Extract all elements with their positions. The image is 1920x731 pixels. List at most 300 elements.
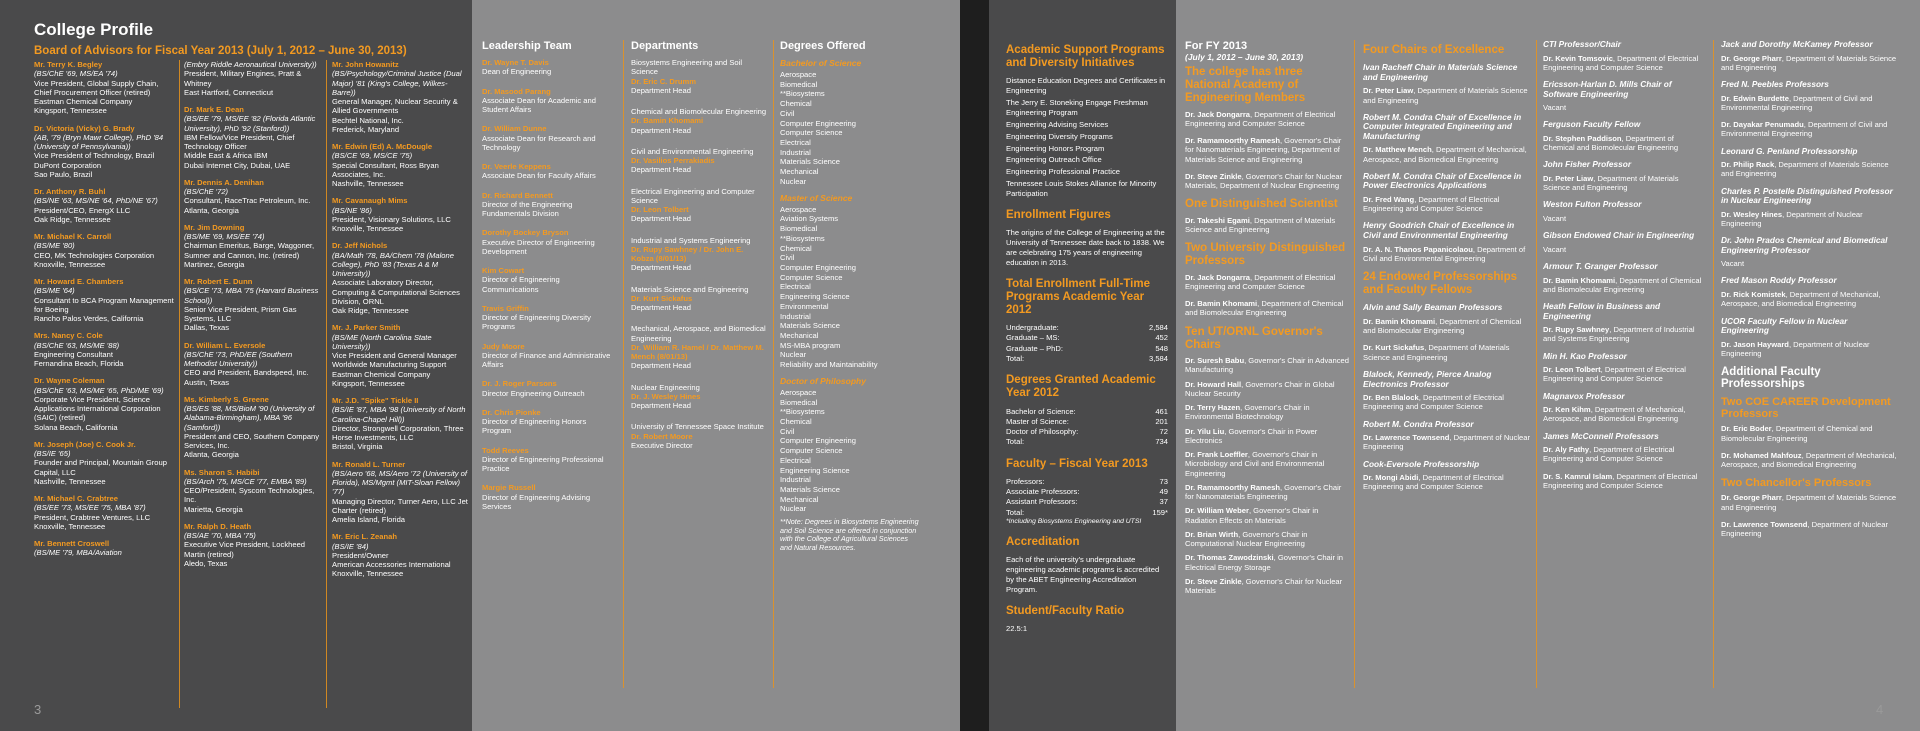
member-degree: (BS/CE '69, MS/CE '75) [332,151,413,161]
board-member [332,460,468,525]
member-name: Mr. Joseph (Joe) C. Cook Jr. [34,439,136,449]
vacant-label: Vacant [1543,213,1567,223]
stat-row [1006,417,1168,427]
member-name: Mr. Bennett Croswell [34,539,110,548]
stat-row [1006,333,1168,343]
member-detail: Associate Laboratory Director, Computing & Computational Sciences Division, ORNL [332,278,460,306]
member-name: Dr. Jeff Nichols [332,241,388,251]
degree-item: Aerospace [780,204,817,214]
divider [623,40,624,688]
academic-item: Engineering Advising Services [1006,119,1109,129]
leadership-item [482,191,616,219]
leader-role: Dean of Engineering [482,67,552,77]
professorship-title: Fred Mason Roddy Professor [1721,275,1837,286]
person-name: Dr. Ramamoorthy Ramesh [1185,136,1280,146]
fy2013-content [1185,66,1349,595]
member-degree: (BS/IE '84) [332,541,369,551]
member-degree: (BS/Arch '75, MS/CE '77, EMBA '89) [184,476,307,486]
member-detail: Special Consultant, Ross Bryan Associates, Inc. [332,160,439,179]
professorship-title: Min H. Kao Professor [1543,350,1627,361]
member-detail: Atlanta, Georgia [184,205,239,215]
coe-title: Two COE CAREER Development Professors [1721,396,1891,421]
fy2013-column [1185,40,1349,600]
degree-item: Nuclear [780,350,807,360]
member-detail: Middle East & Africa IBM [184,151,268,161]
professorship-title: Robert M. Condra Professor [1363,418,1474,429]
person-name: Dr. Bamin Khomami [1543,275,1616,285]
leader-role: Associate Dean for Faculty Affairs [482,171,596,181]
member-degree: (BS/ME '80) [34,241,75,251]
departments-list [631,58,767,450]
person-detail: , Governor's Chair for Nuclear Materials [1185,576,1343,595]
person-detail: , Governor's Chair in Global Nuclear Security [1185,379,1335,398]
person-detail: , Governor's Chair in Radiation Effects on Materials [1185,506,1319,525]
fy2013-subtitle: (July 1, 2012 – June 30, 2013) [1185,52,1304,62]
member-degree: (BS/ChE '72) [184,187,229,196]
department-name: Materials Science and Engineering [631,284,749,294]
member-detail: Nashville, Tennessee [34,476,106,486]
department-role: Department Head [631,303,691,312]
leader-name: Dr. J. Roger Parsons [482,379,557,389]
faculty-person [1363,433,1531,452]
department-name: Nuclear Engineering [631,382,700,392]
enrollment-figures-title: Enrollment Figures [1006,208,1111,221]
member-detail: Knoxville, Tennessee [34,521,106,531]
stat-label: Bachelor of Science: [1006,406,1076,416]
degree-item: Industrial [780,147,811,157]
person-detail: , Department of Materials Science and Engineering [1721,160,1889,179]
person-name: Dr. George Pharr [1721,493,1782,503]
person-detail: , Department of Chemical and Biomolecular Engineering [1363,316,1522,336]
member-name: Mr. Jim Downing [184,222,245,232]
department-name: Electrical Engineering and Computer Science [631,186,755,205]
person-detail: , Department of Mechanical, Aerospace, and Biomedical Engineering [1721,450,1897,469]
professorship-title: Weston Fulton Professor [1543,199,1642,210]
faculty-person [1185,506,1349,525]
person-detail: , Department of Nuclear Engineering [1721,339,1870,358]
department-head: Dr. Bamin Khomami [631,116,704,126]
stat-row [1006,323,1168,333]
faculty-person [1721,424,1897,443]
faculty-person [1543,405,1707,424]
department-item [631,147,767,175]
faculty-person [1185,530,1349,549]
board-member [184,522,320,568]
member-degree: (BS/AE '70, MBA '75) [184,531,256,540]
person-detail: , Department of Chemical and Biomolecular Engineering [1543,133,1679,153]
page-number-left: 3 [34,702,42,717]
fy2013-title: For FY 2013 [1185,40,1248,52]
faculty-person [1185,380,1349,399]
stat-row [1006,477,1168,487]
leader-name: Dr. Wayne T. Davis [482,58,549,67]
member-name: Mr. Eric L. Zeanah [332,532,397,542]
person-name: Dr. Jack Dongarra [1185,109,1250,119]
member-degree: (BS/ME (North Carolina State University)) [332,332,432,351]
faculty-person [1363,195,1531,214]
member-detail: Atlanta, Georgia [184,450,239,460]
member-detail: Sao Paulo, Brazil [34,169,93,179]
degree-item: Chemical [780,417,812,426]
department-head: Dr. Eric C. Drumm [631,76,696,86]
member-detail: Chairman Emeritus, Barge, Waggoner, Sumner and Cannon, Inc. (retired) [184,241,315,260]
member-name: Mr. J. Parker Smith [332,323,401,333]
member-detail: President and CEO, Southern Company Services, Inc. [184,431,320,450]
degree-item: Reliability and Maintainability [780,360,878,370]
degrees-note: **Note: Degrees in Biosystems Engineering and Soil Science are offered in conjunction with the College of Agricultural Sciences and Natural Resources. [780,517,919,553]
member-degree: (BS/ChE '63, MS/ME '88) [34,340,120,350]
faculty-person [1721,290,1897,309]
member-name: Mr. Ralph D. Heath [184,521,252,531]
person-name: Dr. Steve Zinkle [1185,171,1242,181]
degree-item: Nuclear [780,504,807,514]
degrees-header: Degrees Offered [780,40,866,52]
degree-item: Biomedical [780,397,818,407]
department-role: Department Head [631,214,691,224]
accreditation-title: Accreditation [1006,536,1080,549]
person-detail: , Department of Chemical and Biomolecular Engineering [1543,275,1702,294]
member-degree: (BS/Psychology/Criminal Justice (Dual Major) '81 (King's College, Wilkes-Barre)) [332,69,462,97]
member-detail: Marietta, Georgia [184,504,243,514]
department-name: University of Tennessee Space Institute [631,422,764,432]
ratio-title: Student/Faculty Ratio [1006,604,1125,617]
degree-item: Computer Engineering [780,436,856,446]
stat-value: 452 [1155,333,1168,343]
degrees-column [780,40,930,553]
person-detail: , Department of Chemical and Biomolecular Engineering [1721,424,1873,443]
member-name: Mr. Dennis A. Denihan [184,177,264,187]
member-detail: East Hartford, Connecticut [184,87,274,97]
leader-role: Associate Dean for Academic and Student Affairs [482,95,596,114]
faculty-person [1721,210,1897,229]
faculty-person [1543,276,1707,295]
chairs-content [1363,44,1531,492]
degree-item: MS-MBA program [780,340,841,350]
member-detail: Eastman Chemical Company [34,97,133,106]
leader-role: Director of Engineering Communications [482,275,560,294]
faculty-person [1363,317,1531,336]
person-name: Dr. Thomas Zawodzinski [1185,553,1274,563]
faculty-note: *Including Biosystems Engineering and UTSI [1006,517,1142,525]
member-degree: (BS/ChE '69, MS/EA '74) [34,69,118,79]
person-detail: , Department of Materials Science and Engineering [1721,53,1897,72]
leader-name: Margie Russell [482,483,536,493]
member-detail: President, Visionary Solutions, LLC [332,214,451,224]
member-degree: (Embry Riddle Aeronautical University)) [184,60,317,69]
member-detail: Knoxville, Tennessee [332,569,404,579]
member-detail: President, Crabtree Ventures, LLC [34,512,151,522]
professorship-title: Blalock, Kennedy, Pierce Analog Electronics Professor [1363,368,1492,389]
person-detail: , Department of Nuclear Engineering [1721,209,1863,228]
board-col-1 [34,60,174,566]
academic-item: Engineering Honors Program [1006,143,1105,153]
leader-role: Director of Engineering Professional Practice [482,454,604,473]
degree-item: Aviation Systems [780,214,839,224]
leadership-item [482,342,616,370]
person-detail: , Department of Electrical Engineering and Computer Science [1543,365,1686,384]
degree-item: Aerospace [780,70,817,79]
board-member [332,142,468,188]
faculty-person [1721,94,1897,113]
board-member [34,494,174,531]
member-name: Mr. Ronald L. Turner [332,459,406,469]
divider [1713,40,1714,688]
vacant-label: Vacant [1721,259,1745,269]
member-degree: (AB, '79 (Bryn Mawr College), PhD '84 (University of Pennsylvania)) [34,132,164,151]
person-detail: , Department of Industrial and Systems Engineering [1543,325,1695,344]
degree-item: Computer Science [780,128,843,138]
stat-label: Total: [1006,353,1025,363]
member-detail: Vice President of Technology, Brazil [34,151,155,161]
divider [179,60,180,708]
person-name: Dr. Ramamoorthy Ramesh [1185,482,1280,492]
member-detail: CEO, MK Technologies Corporation [34,250,155,260]
leadership-item [482,228,616,256]
person-detail: , Department of Electrical Engineering and Computer Science [1543,445,1675,464]
faculty-person [1543,174,1707,193]
faculty-person [1185,577,1349,596]
stat-label: Graduate – MS: [1006,333,1060,343]
leadership-item [482,446,616,474]
board-member [34,60,174,116]
page-gutter [960,0,989,731]
leadership-item [482,87,616,115]
member-name: Mr. Edwin (Ed) A. McDougle [332,142,433,151]
person-name: Dr. Leon Tolbert [1543,365,1601,375]
person-name: Dr. Brian Wirth [1185,529,1239,539]
professorship-title: John Fisher Professor [1543,159,1632,170]
member-detail: Knoxville, Tennessee [34,259,106,269]
stat-label: Undergraduate: [1006,323,1059,333]
department-item [631,236,767,273]
person-name: Dr. George Pharr [1721,53,1782,63]
person-detail: , Department of Electrical Engineering and Computer Science [1185,272,1336,291]
member-detail: Martinez, Georgia [184,259,245,269]
member-name: Mr. Michael K. Carroll [34,232,112,241]
department-head: Dr. Leon Tolbert [631,205,689,214]
board-member [332,396,468,452]
enrollment-fte-table [1006,323,1168,364]
leader-name: Dorothy Bockey Bryson [482,228,569,238]
person-name: Dr. Peter Liaw [1363,86,1414,96]
member-name: Mr. Michael C. Crabtree [34,494,118,503]
member-degree: (BS/ME '64) [34,286,75,296]
degree-item: Mechanical [780,167,819,177]
degree-item: Electrical [780,138,811,148]
person-name: Dr. Yilu Liu [1185,426,1225,436]
chancellor-list [1721,493,1897,538]
degree-item: Chemical [780,243,812,253]
degree-item: Materials Science [780,321,840,331]
department-item [631,187,767,224]
member-detail: President/CEO, EnergX LLC [34,205,131,215]
person-detail: , Department of Materials Science and Engineering [1363,343,1510,362]
leadership-item [482,124,616,152]
leader-name: Dr. William Dunne [482,124,547,134]
person-name: Dr. Lawrence Townsend [1363,433,1450,443]
degree-item: Civil [780,253,795,263]
member-name: Mr. Cavanaugh Mims [332,196,408,206]
department-head: Dr. William R. Hamel / Dr. Matthew M. Mench (8/01/13) [631,342,764,361]
faculty-person [1363,393,1531,412]
person-detail: , Department of Civil and Environmental Engineering [1363,244,1526,263]
member-degree: (BS/IE '65) [34,449,71,458]
vacant-label: Vacant [1543,103,1567,113]
faculty-person [1721,493,1897,512]
academic-list [1006,76,1168,198]
leader-name: Todd Reeves [482,445,529,455]
member-detail: Kingsport, Tennessee [34,106,107,116]
professorship-title: Dr. John Prados Chemical and Biomedical Engineering Professor [1721,235,1888,255]
member-detail: Executive Vice President, Lockheed Martin (retired) [184,540,306,559]
board-member [184,341,320,387]
degrees-granted-title: Degrees Granted Academic Year 2012 [1006,374,1156,400]
degree-item: Biomedical [780,224,818,234]
leader-name: Judy Moore [482,341,525,351]
leader-role: Director of the Engineering Fundamentals Division [482,199,573,218]
leadership-item [482,483,616,511]
member-detail: General Manager, Nuclear Security & Allied Governments [332,97,458,116]
professorship-title: UCOR Faculty Fellow in Nuclear Engineering [1721,315,1848,336]
member-name: Dr. William L. Eversole [184,340,266,350]
member-detail: Engineering Consultant [34,349,113,359]
stat-label: Doctor of Philosophy: [1006,427,1079,437]
member-detail: DuPont Corporation [34,160,102,170]
person-name: Dr. Edwin Burdette [1721,93,1789,103]
person-name: Dr. Jack Dongarra [1185,272,1250,282]
faculty-person [1721,120,1897,139]
person-detail: , Department of Electrical Engineering and Computer Science [1363,194,1500,214]
member-degree: (BS/ES '88, MS/BioM '90 (University of Alabama-Birmingham), MBA '96 (Samford)) [184,404,315,432]
leader-role: Director Engineering Outreach [482,388,585,398]
member-detail: Worldwide Manufacturing Support [332,360,447,370]
faculty-table [1006,477,1168,518]
person-name: Dr. Takeshi Egami [1185,215,1250,225]
faculty-person [1543,472,1707,491]
board-member [184,178,320,215]
board-member [34,232,174,269]
leader-name: Kim Cowart [482,266,525,275]
member-detail: Fernandina Beach, Florida [34,359,124,368]
person-detail: , Governor's Chair in Environmental Biotechnology [1185,403,1310,422]
stat-row [1006,487,1168,497]
professorship-title: Cook-Eversole Professorship [1363,458,1480,469]
member-detail: President/Owner [332,550,389,560]
ratio-value: 22.5:1 [1006,623,1028,633]
member-degree: (BS/NE '86) [332,205,372,215]
faculty-person [1721,54,1897,73]
academic-item: The Jerry E. Stoneking Engage Freshman Engineering Program [1006,98,1148,118]
faculty-person [1185,450,1349,478]
coe-list [1721,424,1897,469]
professorship-title: CTI Professor/Chair [1543,39,1621,49]
faculty-person [1185,172,1349,191]
person-detail: , Department of Mechanical, Aerospace, and Biomedical Engineering [1363,145,1527,164]
degree-item: Electrical [780,455,811,465]
degree-item: Electrical [780,282,811,292]
member-detail: Frederick, Maryland [332,124,400,134]
person-name: Dr. Fred Wang [1363,194,1415,204]
stat-row [1006,354,1168,364]
board-member [332,532,468,578]
member-degree: (BS/EE '73, MS/EE '75, MBA '87) [34,503,146,513]
person-detail: , Department of Chemical and Biomolecular Engineering [1185,299,1344,318]
leader-role: Director of Engineering Honors Program [482,417,587,436]
board-member [184,223,320,269]
section-title: The college has three National Academy of Engineering Members [1185,66,1306,105]
department-head: Dr. Kurt Sickafus [631,293,693,303]
person-detail: , Governor's Chair for Nanomaterials Engineering [1185,482,1342,501]
departments-header: Departments [631,40,699,52]
person-name: Dr. S. Kamrul Islam [1543,471,1613,481]
department-role: Department Head [631,85,691,95]
degree-item: Computer Science [780,446,843,456]
faculty-person [1363,245,1531,264]
faculty-person [1363,473,1531,492]
person-name: Dr. Suresh Babu [1185,356,1245,365]
degree-item: Civil [780,108,795,118]
person-detail: , Department of Materials Science and Engineering [1363,86,1528,105]
departments-column [631,40,767,462]
section-title: Two University Distinguished Professors [1185,242,1346,268]
faculty-person [1543,54,1707,73]
leader-role: Associate Dean for Research and Technology [482,133,596,152]
professorship-title: Charles P. Postelle Distinguished Professor in Nuclear Engineering [1721,185,1893,206]
leadership-item [482,379,616,398]
degree-item: **Biosystems [780,89,825,99]
degree-item: Materials Science [780,485,840,495]
person-detail: , Governor's Chair for Nuclear Materials, Department of Nuclear Engineering [1185,171,1343,191]
department-role: Executive Director [631,440,693,450]
member-detail: Vice President and General Manager [332,351,457,360]
professorships-column-3 [1543,40,1707,498]
department-item [631,422,767,450]
leader-name: Dr. Chris Pionke [482,407,541,417]
member-detail: Senior Vice President, Prism Gas Systems, LLC [184,304,297,323]
enrollment-figures-text: The origins of the College of Engineering at the University of Tennessee date back to 1838. We are celebrating 175 years of engineering education in 2013. [1006,228,1165,267]
member-degree: (BS/ME '69, MS/EE '74) [184,232,265,241]
member-name: Ms. Sharon S. Habibi [184,467,260,477]
stat-value: 2,584 [1148,323,1168,333]
member-degree: (BS/ChE '73, PhD/EE (Southern Methodist University)) [184,349,293,368]
leader-role: Executive Director of Engineering Development [482,237,595,256]
faculty-person [1543,325,1707,344]
degree-item: Environmental [780,301,829,311]
degree-group-title: Doctor of Philosophy [780,375,866,386]
board-member [184,395,320,460]
board-member [34,539,174,558]
member-detail: Managing Director, Turner Aero, LLC Jet Charter (retired) [332,496,468,515]
person-name: Dr. Bamin Khomami [1363,316,1436,326]
person-detail: , Department of Materials Science and Engineering [1185,215,1336,234]
faculty-person [1363,145,1531,164]
leadership-header: Leadership Team [482,40,572,52]
faculty-person [1185,136,1349,164]
person-detail: , Department of Electrical Engineering and Computer Science [1363,473,1504,492]
member-name: Ms. Kimberly S. Greene [184,394,269,404]
chair-title: Robert M. Condra Chair of Excellence in Computer Integrated Engineering and Manufacturing [1363,111,1522,141]
member-detail: Dallas, Texas [184,323,230,333]
department-item [631,285,767,313]
person-detail: , Department of Civil and Environmental Engineering [1721,120,1888,139]
stat-row [1006,437,1168,447]
professorship-title: Magnavox Professor [1543,390,1625,401]
faculty-person [1185,427,1349,446]
leader-name: Dr. Veerle Keppens [482,162,551,171]
board-member [34,440,174,486]
divider [1536,40,1537,688]
person-name: Dr. Philip Rack [1721,160,1775,170]
